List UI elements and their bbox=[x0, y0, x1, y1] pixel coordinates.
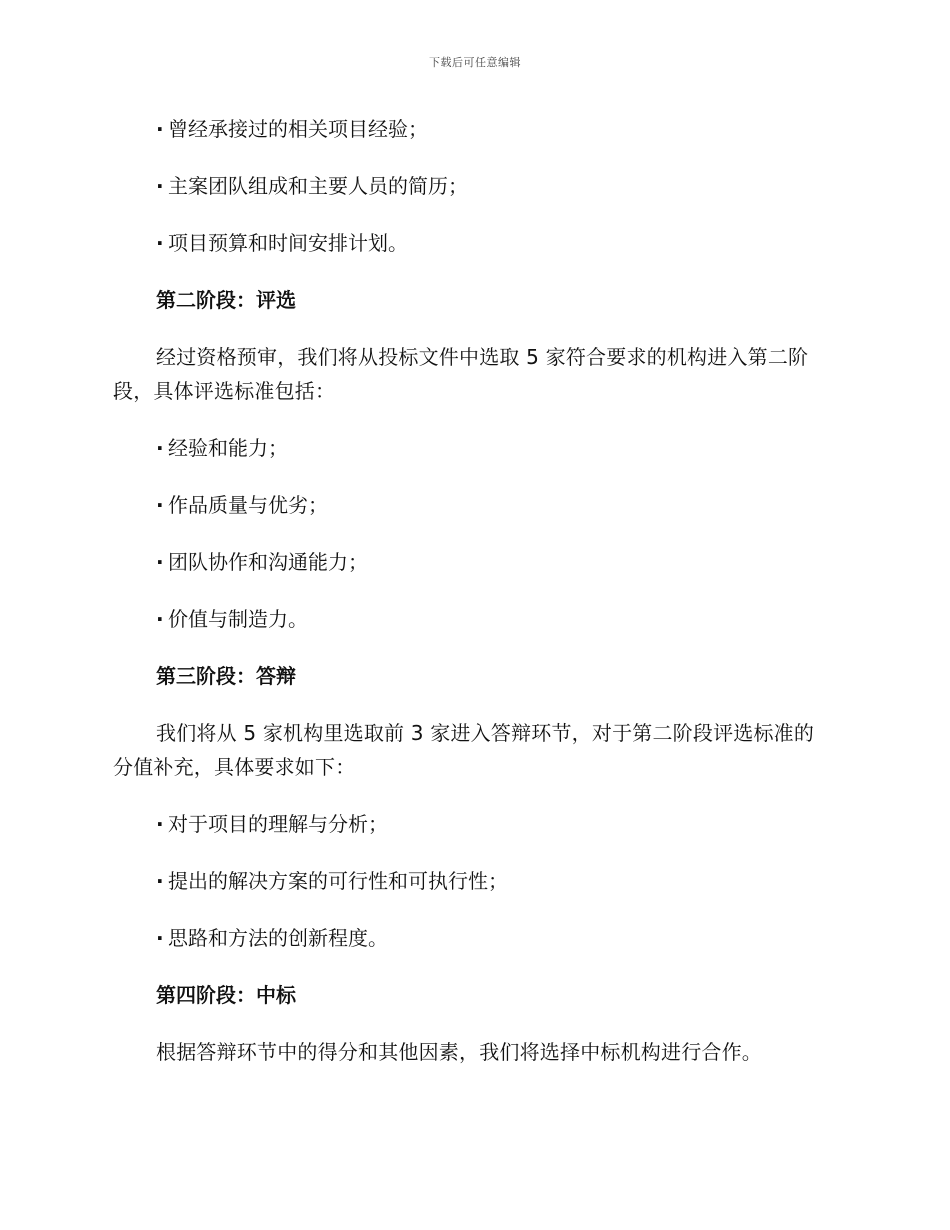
list-item-text: 提出的解决方案的可行性和可执行性； bbox=[168, 869, 508, 893]
list-item-text: 思路和方法的创新程度。 bbox=[168, 926, 388, 950]
bullet-icon: · bbox=[156, 231, 164, 255]
bullet-icon: · bbox=[156, 926, 164, 950]
bullet-icon: · bbox=[156, 174, 164, 198]
bullet-icon: · bbox=[156, 812, 164, 836]
list-item-text: 价值与制造力。 bbox=[168, 607, 308, 631]
header-note: 下载后可任意编辑 bbox=[429, 56, 521, 69]
list-item bbox=[113, 169, 833, 203]
bullet-icon: · bbox=[156, 436, 164, 460]
list-item-text: 对于项目的理解与分析； bbox=[168, 812, 388, 836]
list-item-text: 经验和能力； bbox=[168, 436, 288, 460]
list-item bbox=[113, 545, 833, 579]
section-heading: 第二阶段：评选 bbox=[156, 288, 296, 312]
list-item bbox=[113, 488, 833, 522]
bullet-icon: · bbox=[156, 117, 164, 141]
list-item bbox=[113, 921, 833, 955]
list-item-text: 团队协作和沟通能力； bbox=[168, 550, 368, 574]
bullet-icon: · bbox=[156, 869, 164, 893]
list-item-text: 曾经承接过的相关项目经验； bbox=[168, 117, 428, 141]
list-item-text: 项目预算和时间安排计划。 bbox=[168, 231, 408, 255]
list-item bbox=[113, 431, 833, 465]
list-item-text: 主案团队组成和主要人员的简历； bbox=[168, 174, 468, 198]
list-item bbox=[113, 112, 833, 146]
section-heading: 第三阶段：答辩 bbox=[156, 664, 296, 688]
document-body bbox=[113, 112, 833, 1092]
section-paragraph: 我们将从 5 家机构里选取前 3 家进入答辩环节，对于第二阶段评选标准的分值补充，具体要求如下： bbox=[113, 721, 815, 779]
bullet-icon: · bbox=[156, 550, 164, 574]
bullet-icon: · bbox=[156, 607, 164, 631]
list-item bbox=[113, 226, 833, 260]
list-item bbox=[113, 807, 833, 841]
section-heading: 第四阶段：中标 bbox=[156, 983, 296, 1007]
section-paragraph: 经过资格预审，我们将从投标文件中选取 5 家符合要求的机构进入第二阶段，具体评选标准包括： bbox=[113, 345, 809, 403]
list-item bbox=[113, 602, 833, 636]
section-paragraph: 根据答辩环节中的得分和其他因素，我们将选择中标机构进行合作。 bbox=[156, 1040, 762, 1064]
list-item-text: 作品质量与优劣； bbox=[168, 493, 328, 517]
bullet-icon: · bbox=[156, 493, 164, 517]
list-item bbox=[113, 864, 833, 898]
